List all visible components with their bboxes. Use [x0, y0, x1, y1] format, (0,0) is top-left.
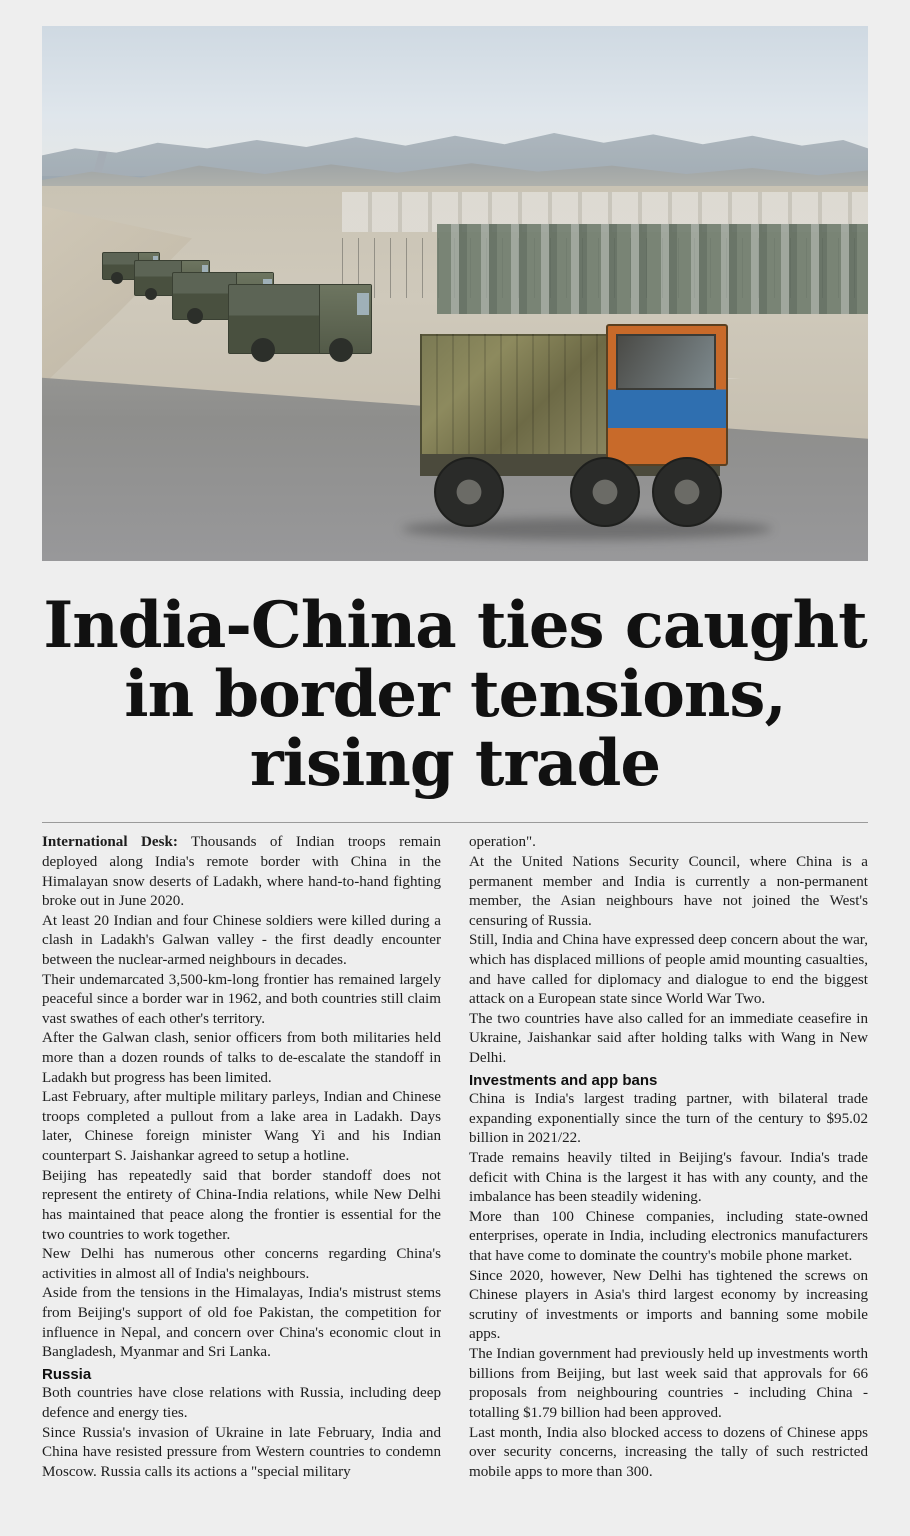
truck-wheel	[329, 338, 353, 362]
lead-paragraph	[42, 833, 441, 911]
truck-wheel	[111, 272, 123, 284]
paragraph: China is India's largest trading partner, with bilateral trade expanding exponentially since the turn of the century to $95.02 billion in 2021/22.	[469, 1091, 868, 1147]
photo-parked-vehicles	[437, 224, 868, 314]
truck-windshield	[616, 334, 716, 390]
section-subhead-russia: Russia	[42, 1365, 92, 1383]
truck-cargo-slats	[420, 334, 612, 454]
truck-wheel	[187, 308, 203, 324]
truck-wheel	[652, 457, 722, 527]
paragraph: Since Russia's invasion of Ukraine in late February, India and China have resisted pressure from Western countries to condemn Moscow. Russia calls its actions a "special military	[42, 1424, 441, 1480]
article-body	[42, 833, 868, 1482]
article-photo	[42, 26, 868, 561]
paragraph: The Indian government had previously held up investments worth billions from Beijing, but last week said that approvals for 66 proposals from neighbouring countries - including China - totalling $1.79 billion had been approved.	[469, 1346, 868, 1421]
paragraph: Trade remains heavily tilted in Beijing's favour. India's trade deficit with China is the largest it has with any county, and the imbalance has been steadily widening.	[469, 1149, 868, 1206]
paragraph: After the Galwan clash, senior officers from both militaries held more than a dozen rounds of talks to de-escalate the standoff in Ladakh but progress has been limited.	[42, 1030, 441, 1086]
truck-wheel	[570, 457, 640, 527]
truck-window	[357, 293, 369, 315]
truck-wheel	[251, 338, 275, 362]
section-subhead-investments: Investments and app bans	[469, 1071, 658, 1089]
paragraph: Both countries have close relations with Russia, including deep defence and energy ties.	[42, 1385, 441, 1421]
paragraph: More than 100 Chinese companies, including state-owned enterprises, operate in India, including electronics manufacturers that have come to dominate the country's mobile phone market.	[469, 1208, 868, 1265]
page-title: India-China ties caught in border tensions, rising trade	[43, 588, 867, 802]
paragraph: operation".	[469, 834, 536, 851]
photo-convoy-truck	[228, 284, 372, 354]
paragraph: Last February, after multiple military parleys, Indian and Chinese troops completed a pullout from a lake area in Ladakh. Days later, Chinese foreign minister Wang Yi and his Indian counterpart S. Jaishankar agreed to setup a hotline.	[42, 1089, 441, 1165]
paragraph: At the United Nations Security Council, where China is a permanent member and India is currently a non-permanent member, the Asian neighbours have not joined the West's censuring of Russia.	[469, 853, 868, 929]
right-column	[469, 833, 868, 1482]
photo-foreground-truck	[420, 312, 750, 527]
paragraph: Their undemarcated 3,500-km-long frontier has remained largely peaceful since a border war in 1962, and both countries still claim vast swathes of each other's territory.	[42, 971, 441, 1027]
paragraph: Last month, India also blocked access to dozens of Chinese apps over security concerns, increasing the tally of such restricted mobile apps to more than 300.	[469, 1424, 868, 1480]
truck-wheel	[434, 457, 504, 527]
paragraph: Still, India and China have expressed deep concern about the war, which has displaced millions of people amid mounting casualties, and have called for diplomacy and dialogue to end the biggest attack on a European state since World War Two.	[469, 932, 868, 1008]
paragraph: The two countries have also called for an immediate ceasefire in Ukraine, Jaishankar said after holding talks with Wang in New Delhi.	[469, 1010, 868, 1067]
truck-wheel	[145, 288, 157, 300]
paragraph: Since 2020, however, New Delhi has tightened the screws on Chinese players in Asia's third largest economy by increasing scrutiny of investments or imports and banning some mobile apps.	[469, 1267, 868, 1343]
paragraph: Beijing has repeatedly said that border standoff does not represent the entirety of China-India relations, while New Delhi has maintained that peace along the frontier is essential for the two countries to work together.	[42, 1167, 441, 1243]
paragraph: Aside from the tensions in the Himalayas, India's mistrust stems from Beijing's support of old foe Pakistan, the competition for influence in Nepal, and concern over China's economic clout in Bangladesh, Myanmar and Sri Lanka.	[42, 1285, 441, 1361]
paragraph-text: Thousands of Indian troops remain deployed along India's remote border with China in the Himalayan snow deserts of Ladakh, where hand-to-hand fighting broke out in June 2020.	[42, 834, 441, 910]
left-column	[42, 833, 441, 1482]
paragraph: New Delhi has numerous other concerns regarding China's activities in almost all of India's neighbours.	[42, 1246, 441, 1282]
paragraph: At least 20 Indian and four Chinese soldiers were killed during a clash in Ladakh's Galwan valley - the first deadly encounter between the nuclear-armed neighbours in decades.	[42, 912, 441, 968]
headline-divider	[42, 822, 868, 823]
byline-label: International Desk:	[42, 834, 178, 851]
